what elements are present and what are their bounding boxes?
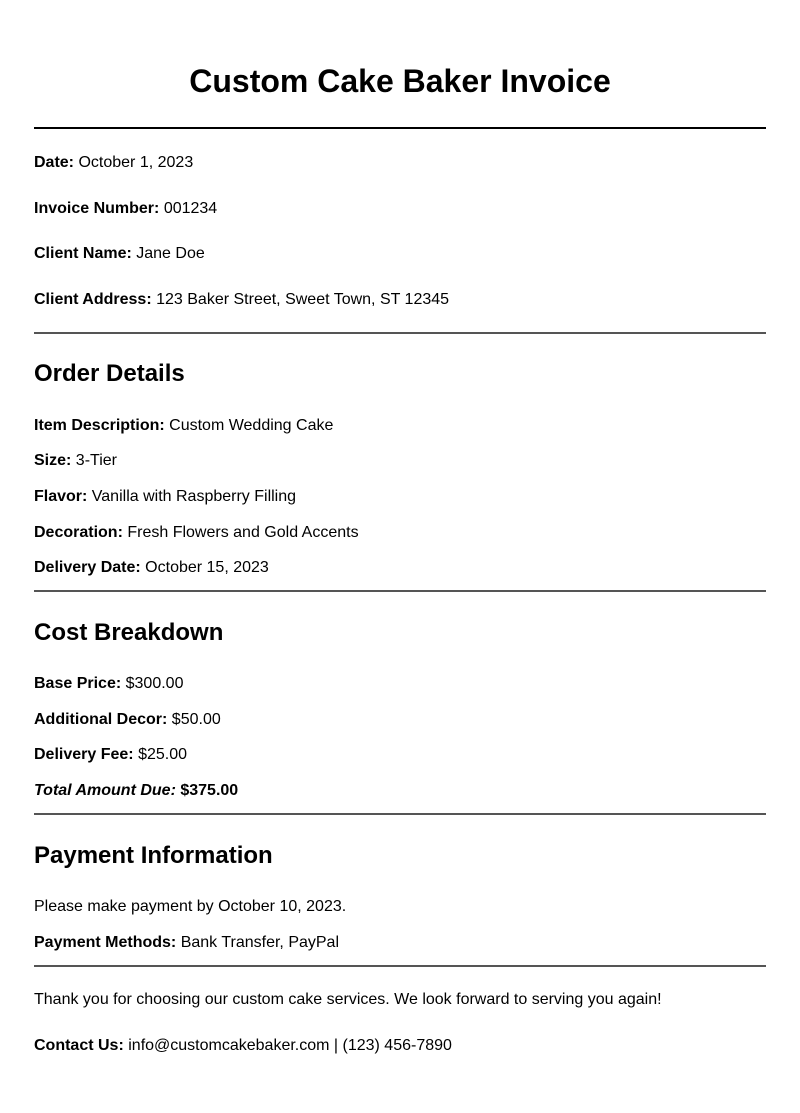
additional-decor-row xyxy=(34,710,766,730)
item-description-row xyxy=(34,416,766,436)
decoration-value: Fresh Flowers and Gold Accents xyxy=(127,524,359,541)
decoration-label: Decoration: xyxy=(34,524,123,541)
client-name-label: Client Name: xyxy=(34,245,132,262)
page-title: Custom Cake Baker Invoice xyxy=(189,63,611,99)
total-amount-row xyxy=(34,781,766,801)
section-divider xyxy=(34,965,766,967)
contact-label: Contact Us: xyxy=(34,1037,124,1054)
delivery-fee-row xyxy=(34,745,766,765)
thank-you-message: Thank you for choosing our custom cake services. We look forward to serving you again! xyxy=(34,991,662,1008)
section-divider xyxy=(34,813,766,815)
flavor-label: Flavor: xyxy=(34,488,88,505)
client-address-row xyxy=(34,290,766,310)
total-amount-value: $375.00 xyxy=(180,782,239,799)
invoice-number-row xyxy=(34,199,766,219)
size-value: 3-Tier xyxy=(75,452,117,469)
contact-value: info@customcakebaker.com | (123) 456-7890 xyxy=(128,1037,452,1054)
item-description-label: Item Description: xyxy=(34,417,165,434)
title-divider xyxy=(34,127,766,129)
flavor-row xyxy=(34,487,766,507)
base-price-value: $300.00 xyxy=(125,675,184,692)
client-name-value: Jane Doe xyxy=(136,245,205,262)
delivery-fee-label: Delivery Fee: xyxy=(34,746,134,763)
item-description-value: Custom Wedding Cake xyxy=(169,417,334,434)
payment-methods-row xyxy=(34,933,766,953)
payment-information-heading: Payment Information xyxy=(34,842,273,869)
date-value: October 1, 2023 xyxy=(78,154,194,171)
size-label: Size: xyxy=(34,452,72,469)
date-row xyxy=(34,153,766,173)
base-price-row xyxy=(34,674,766,694)
client-name-row xyxy=(34,244,766,264)
total-amount-label: Total Amount Due: xyxy=(34,782,176,799)
delivery-date-label: Delivery Date: xyxy=(34,559,141,576)
order-details-heading: Order Details xyxy=(34,360,185,387)
cost-breakdown-heading: Cost Breakdown xyxy=(34,619,224,646)
client-address-label: Client Address: xyxy=(34,291,152,308)
additional-decor-label: Additional Decor: xyxy=(34,711,168,728)
delivery-fee-value: $25.00 xyxy=(138,746,187,763)
section-divider xyxy=(34,332,766,334)
delivery-date-row xyxy=(34,558,766,578)
base-price-label: Base Price: xyxy=(34,675,122,692)
date-label: Date: xyxy=(34,154,75,171)
size-row xyxy=(34,451,766,471)
decoration-row xyxy=(34,523,766,543)
payment-methods-value: Bank Transfer, PayPal xyxy=(180,934,340,951)
delivery-date-value: October 15, 2023 xyxy=(145,559,269,576)
client-address-value: 123 Baker Street, Sweet Town, ST 12345 xyxy=(156,291,450,308)
invoice-number-label: Invoice Number: xyxy=(34,200,160,217)
section-divider xyxy=(34,590,766,592)
payment-methods-label: Payment Methods: xyxy=(34,934,177,951)
payment-note: Please make payment by October 10, 2023. xyxy=(34,898,347,915)
contact-row xyxy=(34,1036,766,1056)
invoice-number-value: 001234 xyxy=(163,200,218,217)
additional-decor-value: $50.00 xyxy=(171,711,221,728)
flavor-value: Vanilla with Raspberry Filling xyxy=(91,488,297,505)
